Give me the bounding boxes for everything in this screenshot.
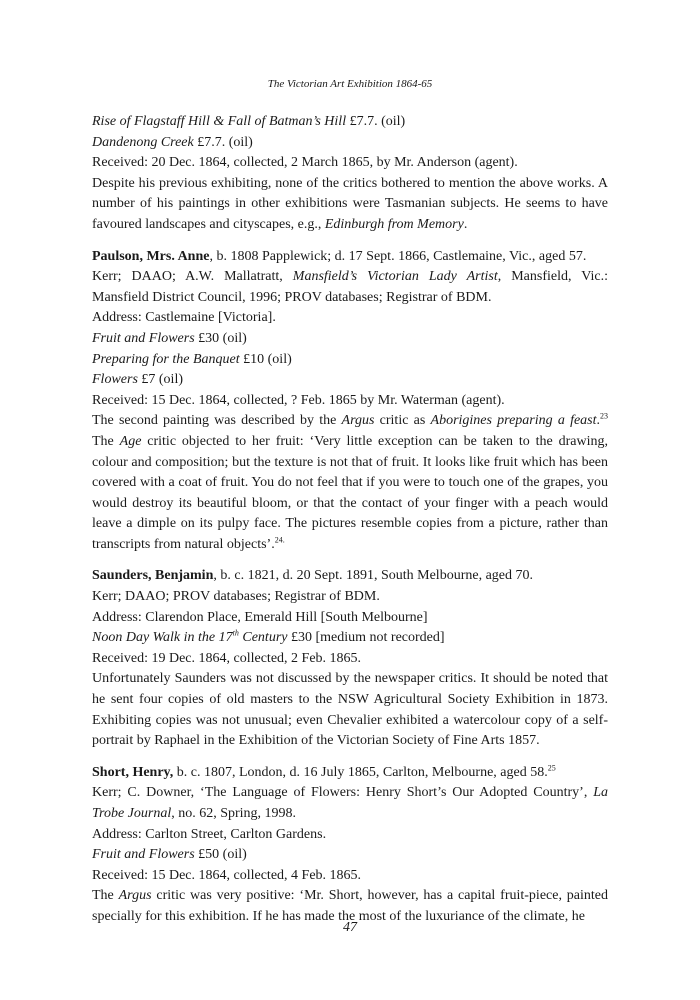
sources-text: , Mansfield, Vic.: Mansfield District Council, 1996; PROV databases; Registrar of BDM.	[92, 269, 608, 305]
artwork-price-medium: £7.7. (oil)	[193, 134, 253, 150]
artwork-price-medium: £10 (oil)	[239, 351, 292, 367]
commentary-paragraph	[92, 174, 608, 236]
artwork-title: Aborigines preparing a feast	[430, 413, 597, 429]
artwork-title	[92, 630, 287, 645]
artwork-price-medium: £30 [medium not recorded]	[287, 630, 445, 646]
sources-text: Kerr; DAAO; A.W. Mallatratt,	[92, 269, 293, 285]
address-line: Address: Carlton Street, Carlton Gardens.	[92, 826, 327, 842]
footnote-ref: 24.	[274, 535, 285, 545]
artwork-line	[92, 350, 608, 371]
paragraph-text: critic as	[374, 413, 431, 429]
commentary-paragraph	[92, 411, 608, 555]
commentary-paragraph: Unfortunately Saunders was not discussed by the newspaper critics. It should be noted that he sent four copies of old masters to the NSW Agricultural Society Exhibition in 1873. Exhibiting copies was not unusual; even Chevalier exhibited a watercolour copy of a self-portrait by Raphael in the Exhibition of the Victorian Society of Fine Arts 1857.	[92, 671, 608, 749]
artwork-title: Fruit and Flowers	[92, 330, 195, 346]
artwork-line	[92, 133, 608, 154]
artwork-line	[92, 845, 608, 866]
artist-heading	[92, 566, 608, 587]
artist-name: Saunders, Benjamin	[92, 568, 214, 584]
paragraph-text: .	[596, 413, 601, 429]
artwork-price-medium: £50 (oil)	[194, 847, 247, 863]
artwork-title: Rise of Flagstaff Hill & Fall of Batman’s Hill	[92, 114, 347, 129]
paragraph-text: critic was very positive: ‘Mr. Short, however, has a capital fruit-piece, painted specially for this exhibition. If he has made the most of the luxuriance of the climate, he	[92, 888, 609, 924]
received-line: Received: 15 Dec. 1864, collected, ? Feb. 1865 by Mr. Waterman (agent).	[92, 392, 505, 408]
newspaper-name: Age	[119, 433, 142, 449]
received-line: Received: 15 Dec. 1864, collected, 4 Feb. 1865.	[92, 867, 362, 883]
artwork-title-text: Noon Day Walk in the 17	[92, 630, 233, 646]
footnote-ref: 25	[547, 763, 556, 773]
artwork-line	[92, 112, 608, 133]
artwork-title: Flowers	[92, 372, 138, 388]
artwork-price-medium: £7 (oil)	[137, 372, 183, 388]
newspaper-name: Argus	[118, 888, 152, 904]
artist-heading	[92, 763, 608, 784]
entry-spacer	[92, 555, 608, 566]
paragraph-text: The	[92, 433, 120, 449]
artwork-line	[92, 329, 608, 350]
source-title: Mansfield’s Victorian Lady Artist	[292, 269, 498, 285]
artwork-title: Edinburgh from Memory	[324, 216, 464, 232]
sources-line	[92, 267, 608, 308]
paragraph-text: .	[463, 216, 468, 232]
artwork-price-medium: £7.7. (oil)	[346, 114, 406, 129]
artwork-title-text: Century	[238, 630, 288, 646]
artwork-line	[92, 370, 608, 391]
running-header: The Victorian Art Exhibition 1864-65	[267, 78, 433, 90]
paragraph-text: The	[92, 888, 119, 904]
newspaper-name: Argus	[341, 413, 375, 429]
page-body	[92, 112, 608, 928]
artist-name: Paulson, Mrs. Anne	[92, 248, 210, 264]
paragraph-text: critic objected to her fruit: ‘Very little exception can be taken to the drawing, colour and composition; but the texture is not that of fruit. It looks like fruit which has been covered with a coat of fruit. You do not feel that if you were to touch one of the grapes, you would destroy its beautiful bloom, or that the contact of your finger with a peach would leave a dimple on its pulpy face. The pictures resemble copies from a picture, rather than transcripts from natural objects’.	[92, 433, 609, 552]
sources-line	[92, 783, 608, 824]
artist-bio: , b. 1808 Papplewick; d. 17 Sept. 1866, Castlemaine, Vic., aged 57.	[209, 248, 587, 264]
artwork-price-medium: £30 (oil)	[194, 330, 247, 346]
paragraph-text: The second painting was described by the	[92, 413, 342, 429]
artist-bio: , b. c. 1821, d. 20 Sept. 1891, South Melbourne, aged 70.	[213, 568, 533, 584]
artwork-title: Preparing for the Banquet	[92, 351, 240, 367]
address-line: Address: Castlemaine [Victoria].	[92, 310, 276, 326]
artwork-line	[92, 628, 608, 649]
received-line: Received: 19 Dec. 1864, collected, 2 Feb. 1865.	[92, 650, 362, 666]
artist-heading	[92, 247, 608, 268]
address-line: Address: Clarendon Place, Emerald Hill [South Melbourne]	[92, 609, 428, 625]
entry-spacer	[92, 236, 608, 247]
source-title: La Trobe Journal	[92, 785, 608, 821]
artist-bio: b. c. 1807, London, d. 16 July 1865, Carlton, Melbourne, aged 58.	[173, 764, 548, 780]
received-line: Received: 20 Dec. 1864, collected, 2 March 1865, by Mr. Anderson (agent).	[92, 155, 518, 171]
page-number: 47	[343, 920, 357, 935]
entry-spacer	[92, 752, 608, 763]
footnote-ref: 23	[600, 411, 609, 421]
artist-name: Short, Henry,	[92, 764, 174, 780]
artwork-title: Dandenong Creek	[92, 134, 194, 150]
ordinal-suffix: th	[232, 628, 239, 638]
sources-line: Kerr; DAAO; PROV databases; Registrar of BDM.	[92, 589, 380, 605]
sources-text: Kerr; C. Downer, ‘The Language of Flowers: Henry Short’s Our Adopted Country’,	[92, 785, 594, 801]
artwork-title: Fruit and Flowers	[92, 847, 195, 863]
paragraph-text: Despite his previous exhibiting, none of the critics bothered to mention the above works. A number of his paintings in other exhibitions were Tasmanian subjects. He seems to have favoured landscapes and cityscapes, e.g.,	[92, 175, 608, 232]
sources-text: , no. 62, Spring, 1998.	[171, 806, 297, 821]
